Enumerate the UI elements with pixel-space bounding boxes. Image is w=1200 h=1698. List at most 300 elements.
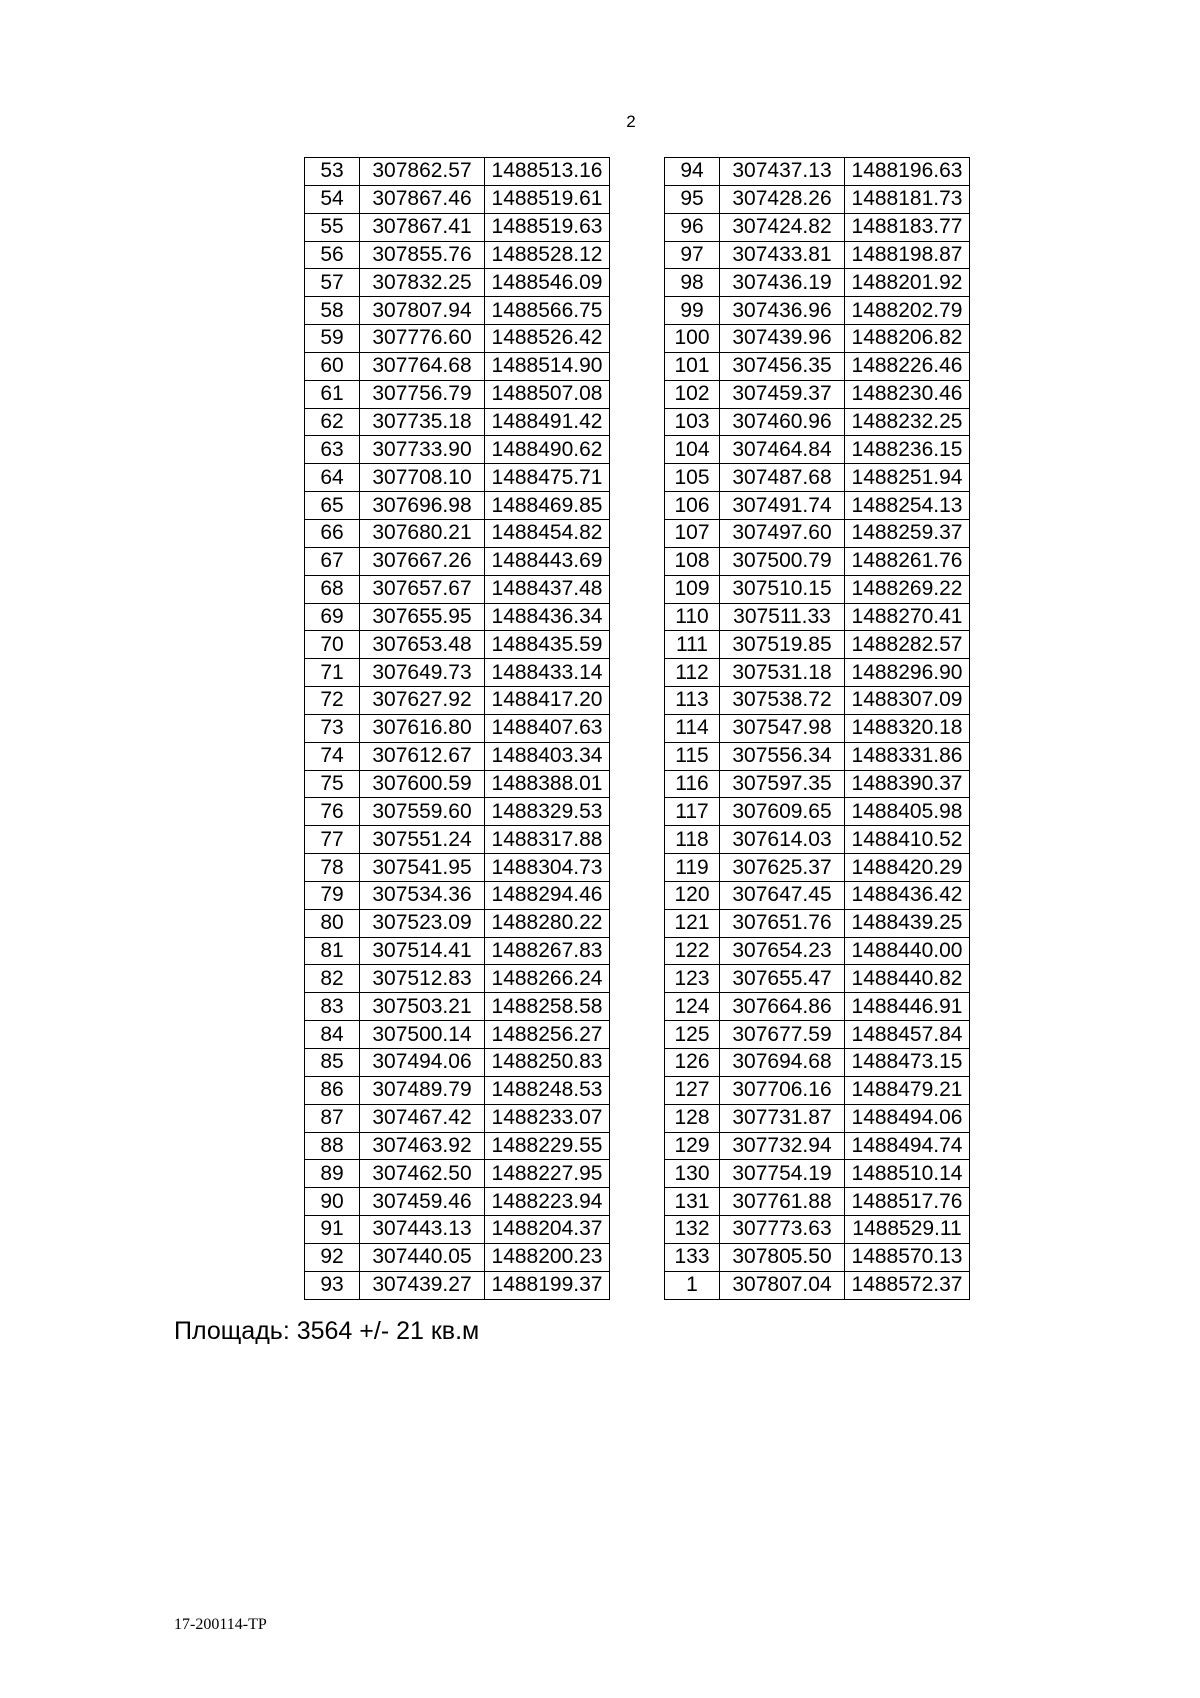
point-number-cell: 81 — [305, 937, 360, 965]
x-coordinate-cell: 307541.95 — [360, 854, 485, 882]
point-number-cell: 130 — [665, 1160, 720, 1188]
table-row — [665, 1188, 970, 1216]
point-number-cell: 121 — [665, 909, 720, 937]
y-coordinate-cell: 1488494.74 — [845, 1132, 970, 1160]
x-coordinate-cell: 307657.67 — [360, 575, 485, 603]
x-coordinate-cell: 307514.41 — [360, 937, 485, 965]
table-row — [665, 297, 970, 325]
y-coordinate-cell: 1488307.09 — [845, 687, 970, 715]
table-row — [665, 1076, 970, 1104]
point-number-cell: 126 — [665, 1049, 720, 1077]
point-number-cell: 119 — [665, 854, 720, 882]
x-coordinate-cell: 307460.96 — [720, 408, 845, 436]
x-coordinate-cell: 307559.60 — [360, 798, 485, 826]
table-row — [305, 575, 610, 603]
point-number-cell: 97 — [665, 241, 720, 269]
point-number-cell: 132 — [665, 1216, 720, 1244]
point-number-cell: 128 — [665, 1104, 720, 1132]
point-number-cell: 120 — [665, 881, 720, 909]
y-coordinate-cell: 1488296.90 — [845, 659, 970, 687]
y-coordinate-cell: 1488261.76 — [845, 547, 970, 575]
x-coordinate-cell: 307523.09 — [360, 909, 485, 937]
x-coordinate-cell: 307497.60 — [720, 519, 845, 547]
y-coordinate-cell: 1488513.16 — [485, 158, 610, 186]
point-number-cell: 82 — [305, 965, 360, 993]
y-coordinate-cell: 1488331.86 — [845, 742, 970, 770]
x-coordinate-cell: 307519.85 — [720, 631, 845, 659]
y-coordinate-cell: 1488259.37 — [845, 519, 970, 547]
x-coordinate-cell: 307625.37 — [720, 854, 845, 882]
table-row — [305, 881, 610, 909]
point-number-cell: 63 — [305, 436, 360, 464]
table-row — [665, 1216, 970, 1244]
table-row — [305, 547, 610, 575]
table-row — [665, 408, 970, 436]
x-coordinate-cell: 307433.81 — [720, 241, 845, 269]
table-row — [305, 297, 610, 325]
point-number-cell: 133 — [665, 1243, 720, 1271]
y-coordinate-cell: 1488329.53 — [485, 798, 610, 826]
table-row — [305, 631, 610, 659]
y-coordinate-cell: 1488320.18 — [845, 714, 970, 742]
table-row — [305, 1049, 610, 1077]
x-coordinate-cell: 307439.27 — [360, 1271, 485, 1299]
y-coordinate-cell: 1488405.98 — [845, 798, 970, 826]
point-number-cell: 1 — [665, 1271, 720, 1299]
y-coordinate-cell: 1488204.37 — [485, 1216, 610, 1244]
x-coordinate-cell: 307805.50 — [720, 1243, 845, 1271]
x-coordinate-cell: 307754.19 — [720, 1160, 845, 1188]
x-coordinate-cell: 307503.21 — [360, 993, 485, 1021]
y-coordinate-cell: 1488269.22 — [845, 575, 970, 603]
point-number-cell: 112 — [665, 659, 720, 687]
point-number-cell: 77 — [305, 826, 360, 854]
table-row — [305, 1271, 610, 1299]
y-coordinate-cell: 1488254.13 — [845, 492, 970, 520]
x-coordinate-cell: 307677.59 — [720, 1021, 845, 1049]
table-row — [305, 1188, 610, 1216]
table-row — [665, 380, 970, 408]
point-number-cell: 96 — [665, 213, 720, 241]
table-row — [305, 965, 610, 993]
y-coordinate-cell: 1488390.37 — [845, 770, 970, 798]
y-coordinate-cell: 1488475.71 — [485, 464, 610, 492]
point-number-cell: 89 — [305, 1160, 360, 1188]
point-number-cell: 54 — [305, 185, 360, 213]
x-coordinate-cell: 307467.42 — [360, 1104, 485, 1132]
x-coordinate-cell: 307764.68 — [360, 352, 485, 380]
y-coordinate-cell: 1488440.82 — [845, 965, 970, 993]
table-row — [665, 1104, 970, 1132]
y-coordinate-cell: 1488546.09 — [485, 269, 610, 297]
table-row — [305, 185, 610, 213]
x-coordinate-cell: 307654.23 — [720, 937, 845, 965]
table-row — [665, 826, 970, 854]
y-coordinate-cell: 1488435.59 — [485, 631, 610, 659]
x-coordinate-cell: 307680.21 — [360, 519, 485, 547]
table-row — [305, 854, 610, 882]
y-coordinate-cell: 1488433.14 — [485, 659, 610, 687]
coordinates-table-right — [664, 157, 970, 1300]
point-number-cell: 78 — [305, 854, 360, 882]
table-row — [665, 352, 970, 380]
coordinates-table-left — [304, 157, 610, 1300]
y-coordinate-cell: 1488454.82 — [485, 519, 610, 547]
y-coordinate-cell: 1488473.15 — [845, 1049, 970, 1077]
point-number-cell: 106 — [665, 492, 720, 520]
y-coordinate-cell: 1488437.48 — [485, 575, 610, 603]
x-coordinate-cell: 307776.60 — [360, 325, 485, 353]
table-row — [665, 547, 970, 575]
point-number-cell: 76 — [305, 798, 360, 826]
x-coordinate-cell: 307696.98 — [360, 492, 485, 520]
x-coordinate-cell: 307551.24 — [360, 826, 485, 854]
point-number-cell: 127 — [665, 1076, 720, 1104]
x-coordinate-cell: 307489.79 — [360, 1076, 485, 1104]
x-coordinate-cell: 307647.45 — [720, 881, 845, 909]
x-coordinate-cell: 307443.13 — [360, 1216, 485, 1244]
point-number-cell: 131 — [665, 1188, 720, 1216]
x-coordinate-cell: 307655.95 — [360, 603, 485, 631]
y-coordinate-cell: 1488248.53 — [485, 1076, 610, 1104]
table-row — [665, 631, 970, 659]
x-coordinate-cell: 307534.36 — [360, 881, 485, 909]
x-coordinate-cell: 307832.25 — [360, 269, 485, 297]
page-number: 2 — [626, 112, 636, 131]
x-coordinate-cell: 307487.68 — [720, 464, 845, 492]
x-coordinate-cell: 307459.46 — [360, 1188, 485, 1216]
table-row — [665, 241, 970, 269]
table-row — [305, 213, 610, 241]
y-coordinate-cell: 1488494.06 — [845, 1104, 970, 1132]
x-coordinate-cell: 307733.90 — [360, 436, 485, 464]
point-number-cell: 68 — [305, 575, 360, 603]
x-coordinate-cell: 307463.92 — [360, 1132, 485, 1160]
table-row — [665, 158, 970, 186]
x-coordinate-cell: 307440.05 — [360, 1243, 485, 1271]
point-number-cell: 92 — [305, 1243, 360, 1271]
point-number-cell: 84 — [305, 1021, 360, 1049]
x-coordinate-cell: 307732.94 — [720, 1132, 845, 1160]
y-coordinate-cell: 1488202.79 — [845, 297, 970, 325]
y-coordinate-cell: 1488519.61 — [485, 185, 610, 213]
point-number-cell: 85 — [305, 1049, 360, 1077]
x-coordinate-cell: 307491.74 — [720, 492, 845, 520]
table-row — [665, 575, 970, 603]
table-row — [665, 1049, 970, 1077]
y-coordinate-cell: 1488517.76 — [845, 1188, 970, 1216]
y-coordinate-cell: 1488491.42 — [485, 408, 610, 436]
table-row — [665, 325, 970, 353]
x-coordinate-cell: 307694.68 — [720, 1049, 845, 1077]
point-number-cell: 90 — [305, 1188, 360, 1216]
y-coordinate-cell: 1488469.85 — [485, 492, 610, 520]
point-number-cell: 95 — [665, 185, 720, 213]
y-coordinate-cell: 1488410.52 — [845, 826, 970, 854]
table-row — [665, 993, 970, 1021]
x-coordinate-cell: 307731.87 — [720, 1104, 845, 1132]
point-number-cell: 53 — [305, 158, 360, 186]
table-row — [665, 603, 970, 631]
point-number-cell: 71 — [305, 659, 360, 687]
x-coordinate-cell: 307735.18 — [360, 408, 485, 436]
point-number-cell: 122 — [665, 937, 720, 965]
point-number-cell: 61 — [305, 380, 360, 408]
point-number-cell: 108 — [665, 547, 720, 575]
point-number-cell: 117 — [665, 798, 720, 826]
point-number-cell: 105 — [665, 464, 720, 492]
y-coordinate-cell: 1488280.22 — [485, 909, 610, 937]
table-row — [305, 436, 610, 464]
x-coordinate-cell: 307862.57 — [360, 158, 485, 186]
table-row — [305, 408, 610, 436]
y-coordinate-cell: 1488514.90 — [485, 352, 610, 380]
table-row — [665, 659, 970, 687]
table-row — [665, 854, 970, 882]
x-coordinate-cell: 307807.04 — [720, 1271, 845, 1299]
table-row — [665, 519, 970, 547]
y-coordinate-cell: 1488258.58 — [485, 993, 610, 1021]
point-number-cell: 118 — [665, 826, 720, 854]
x-coordinate-cell: 307437.13 — [720, 158, 845, 186]
table-row — [305, 1132, 610, 1160]
point-number-cell: 111 — [665, 631, 720, 659]
table-row — [305, 464, 610, 492]
y-coordinate-cell: 1488407.63 — [485, 714, 610, 742]
x-coordinate-cell: 307756.79 — [360, 380, 485, 408]
point-number-cell: 79 — [305, 881, 360, 909]
table-row — [305, 770, 610, 798]
x-coordinate-cell: 307667.26 — [360, 547, 485, 575]
table-row — [665, 269, 970, 297]
y-coordinate-cell: 1488403.34 — [485, 742, 610, 770]
x-coordinate-cell: 307706.16 — [720, 1076, 845, 1104]
x-coordinate-cell: 307456.35 — [720, 352, 845, 380]
table-row — [305, 659, 610, 687]
y-coordinate-cell: 1488443.69 — [485, 547, 610, 575]
y-coordinate-cell: 1488436.42 — [845, 881, 970, 909]
table-row — [305, 241, 610, 269]
y-coordinate-cell: 1488439.25 — [845, 909, 970, 937]
x-coordinate-cell: 307512.83 — [360, 965, 485, 993]
point-number-cell: 59 — [305, 325, 360, 353]
point-number-cell: 110 — [665, 603, 720, 631]
x-coordinate-cell: 307651.76 — [720, 909, 845, 937]
y-coordinate-cell: 1488251.94 — [845, 464, 970, 492]
y-coordinate-cell: 1488267.83 — [485, 937, 610, 965]
y-coordinate-cell: 1488236.15 — [845, 436, 970, 464]
y-coordinate-cell: 1488479.21 — [845, 1076, 970, 1104]
y-coordinate-cell: 1488304.73 — [485, 854, 610, 882]
table-row — [305, 158, 610, 186]
x-coordinate-cell: 307855.76 — [360, 241, 485, 269]
x-coordinate-cell: 307627.92 — [360, 687, 485, 715]
table-row — [305, 1076, 610, 1104]
y-coordinate-cell: 1488250.83 — [485, 1049, 610, 1077]
y-coordinate-cell: 1488294.46 — [485, 881, 610, 909]
table-row — [665, 1271, 970, 1299]
point-number-cell: 86 — [305, 1076, 360, 1104]
x-coordinate-cell: 307708.10 — [360, 464, 485, 492]
point-number-cell: 74 — [305, 742, 360, 770]
x-coordinate-cell: 307614.03 — [720, 826, 845, 854]
table-row — [665, 798, 970, 826]
y-coordinate-cell: 1488206.82 — [845, 325, 970, 353]
document-code: 17-200114-ТР — [174, 1616, 267, 1633]
point-number-cell: 94 — [665, 158, 720, 186]
point-number-cell: 83 — [305, 993, 360, 1021]
point-number-cell: 116 — [665, 770, 720, 798]
y-coordinate-cell: 1488446.91 — [845, 993, 970, 1021]
point-number-cell: 115 — [665, 742, 720, 770]
table-row — [305, 909, 610, 937]
x-coordinate-cell: 307547.98 — [720, 714, 845, 742]
y-coordinate-cell: 1488420.29 — [845, 854, 970, 882]
point-number-cell: 80 — [305, 909, 360, 937]
x-coordinate-cell: 307428.26 — [720, 185, 845, 213]
y-coordinate-cell: 1488436.34 — [485, 603, 610, 631]
point-number-cell: 98 — [665, 269, 720, 297]
point-number-cell: 87 — [305, 1104, 360, 1132]
y-coordinate-cell: 1488232.25 — [845, 408, 970, 436]
point-number-cell: 55 — [305, 213, 360, 241]
x-coordinate-cell: 307597.35 — [720, 770, 845, 798]
table-row — [305, 742, 610, 770]
y-coordinate-cell: 1488510.14 — [845, 1160, 970, 1188]
x-coordinate-cell: 307773.63 — [720, 1216, 845, 1244]
x-coordinate-cell: 307494.06 — [360, 1049, 485, 1077]
point-number-cell: 67 — [305, 547, 360, 575]
point-number-cell: 58 — [305, 297, 360, 325]
table-row — [665, 436, 970, 464]
y-coordinate-cell: 1488317.88 — [485, 826, 610, 854]
table-row — [665, 492, 970, 520]
x-coordinate-cell: 307459.37 — [720, 380, 845, 408]
point-number-cell: 69 — [305, 603, 360, 631]
y-coordinate-cell: 1488507.08 — [485, 380, 610, 408]
table-row — [305, 687, 610, 715]
table-row — [305, 1104, 610, 1132]
y-coordinate-cell: 1488230.46 — [845, 380, 970, 408]
point-number-cell: 72 — [305, 687, 360, 715]
x-coordinate-cell: 307664.86 — [720, 993, 845, 1021]
x-coordinate-cell: 307531.18 — [720, 659, 845, 687]
table-row — [305, 325, 610, 353]
point-number-cell: 70 — [305, 631, 360, 659]
point-number-cell: 103 — [665, 408, 720, 436]
y-coordinate-cell: 1488566.75 — [485, 297, 610, 325]
y-coordinate-cell: 1488196.63 — [845, 158, 970, 186]
x-coordinate-cell: 307556.34 — [720, 742, 845, 770]
y-coordinate-cell: 1488223.94 — [485, 1188, 610, 1216]
table-row — [305, 492, 610, 520]
point-number-cell: 102 — [665, 380, 720, 408]
y-coordinate-cell: 1488199.37 — [485, 1271, 610, 1299]
table-row — [305, 1160, 610, 1188]
point-number-cell: 100 — [665, 325, 720, 353]
x-coordinate-cell: 307609.65 — [720, 798, 845, 826]
x-coordinate-cell: 307653.48 — [360, 631, 485, 659]
y-coordinate-cell: 1488528.12 — [485, 241, 610, 269]
table-row — [305, 798, 610, 826]
table-row — [305, 1021, 610, 1049]
table-row — [665, 1132, 970, 1160]
point-number-cell: 99 — [665, 297, 720, 325]
table-row — [305, 993, 610, 1021]
point-number-cell: 124 — [665, 993, 720, 1021]
table-row — [305, 603, 610, 631]
table-row — [305, 269, 610, 297]
y-coordinate-cell: 1488529.11 — [845, 1216, 970, 1244]
y-coordinate-cell: 1488440.00 — [845, 937, 970, 965]
x-coordinate-cell: 307600.59 — [360, 770, 485, 798]
point-number-cell: 104 — [665, 436, 720, 464]
point-number-cell: 129 — [665, 1132, 720, 1160]
x-coordinate-cell: 307424.82 — [720, 213, 845, 241]
x-coordinate-cell: 307436.19 — [720, 269, 845, 297]
x-coordinate-cell: 307462.50 — [360, 1160, 485, 1188]
point-number-cell: 123 — [665, 965, 720, 993]
y-coordinate-cell: 1488490.62 — [485, 436, 610, 464]
table-row — [665, 185, 970, 213]
y-coordinate-cell: 1488200.23 — [485, 1243, 610, 1271]
table-row — [665, 464, 970, 492]
x-coordinate-cell: 307761.88 — [720, 1188, 845, 1216]
point-number-cell: 93 — [305, 1271, 360, 1299]
x-coordinate-cell: 307649.73 — [360, 659, 485, 687]
x-coordinate-cell: 307616.80 — [360, 714, 485, 742]
x-coordinate-cell: 307612.67 — [360, 742, 485, 770]
y-coordinate-cell: 1488270.41 — [845, 603, 970, 631]
table-row — [665, 687, 970, 715]
table-row — [305, 937, 610, 965]
table-row — [305, 826, 610, 854]
table-row — [665, 1243, 970, 1271]
table-row — [305, 352, 610, 380]
table-row — [665, 1160, 970, 1188]
table-row — [305, 1243, 610, 1271]
x-coordinate-cell: 307511.33 — [720, 603, 845, 631]
table-row — [665, 213, 970, 241]
x-coordinate-cell: 307464.84 — [720, 436, 845, 464]
y-coordinate-cell: 1488519.63 — [485, 213, 610, 241]
x-coordinate-cell: 307500.79 — [720, 547, 845, 575]
point-number-cell: 60 — [305, 352, 360, 380]
y-coordinate-cell: 1488256.27 — [485, 1021, 610, 1049]
table-row — [665, 937, 970, 965]
x-coordinate-cell: 307807.94 — [360, 297, 485, 325]
y-coordinate-cell: 1488183.77 — [845, 213, 970, 241]
x-coordinate-cell: 307436.96 — [720, 297, 845, 325]
table-row — [665, 714, 970, 742]
point-number-cell: 107 — [665, 519, 720, 547]
x-coordinate-cell: 307867.41 — [360, 213, 485, 241]
y-coordinate-cell: 1488526.42 — [485, 325, 610, 353]
point-number-cell: 125 — [665, 1021, 720, 1049]
point-number-cell: 75 — [305, 770, 360, 798]
table-row — [665, 881, 970, 909]
y-coordinate-cell: 1488570.13 — [845, 1243, 970, 1271]
table-row — [665, 770, 970, 798]
area-text: Площадь: 3564 +/- 21 кв.м — [174, 1317, 480, 1345]
y-coordinate-cell: 1488266.24 — [485, 965, 610, 993]
y-coordinate-cell: 1488417.20 — [485, 687, 610, 715]
point-number-cell: 62 — [305, 408, 360, 436]
table-row — [665, 909, 970, 937]
y-coordinate-cell: 1488226.46 — [845, 352, 970, 380]
point-number-cell: 65 — [305, 492, 360, 520]
x-coordinate-cell: 307439.96 — [720, 325, 845, 353]
